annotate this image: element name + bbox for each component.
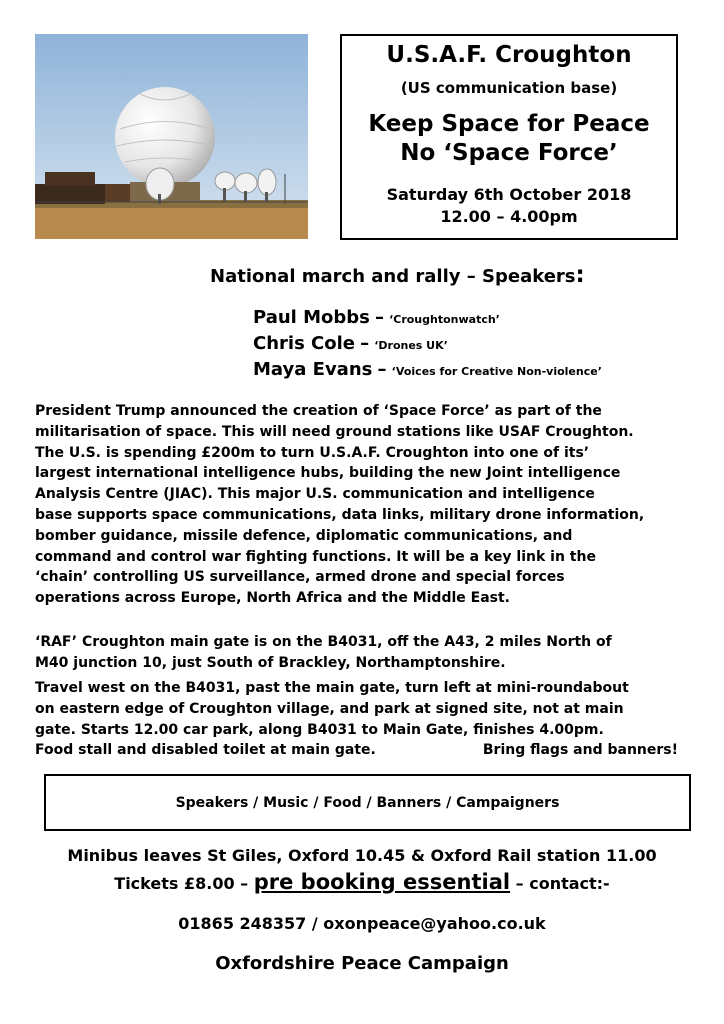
contact-line: 01865 248357 / oxonpeace@yahoo.co.uk [178, 914, 546, 933]
speaker-name: Paul Mobbs [253, 307, 370, 328]
body-line: gate. Starts 12.00 car park, along B4031 to Main Gate, finishes 4.00pm. [35, 721, 604, 738]
event-time: 12.00 – 4.00pm [440, 207, 578, 226]
body-line: Travel west on the B4031, past the main gate, turn left at mini-roundabout [35, 680, 629, 696]
radome-photo-icon [35, 34, 308, 239]
speaker-org: ‘Drones UK’ [374, 339, 448, 352]
features-text: Speakers / Music / Food / Banners / Campaigners [175, 794, 560, 811]
body-line: command and control war fighting functions. It will be a key link in the [35, 548, 596, 565]
title-box [340, 34, 678, 240]
body-line: base supports space communications, data links, military drone information, [35, 506, 645, 523]
organiser-name: Oxfordshire Peace Campaign [215, 953, 509, 974]
features-box [44, 774, 691, 831]
speaker-org: ‘Croughtonwatch’ [389, 313, 500, 326]
body-line: bomber guidance, missile defence, diplomatic communications, and [35, 527, 573, 544]
tickets-line [0, 870, 724, 894]
body-paragraph-2 [35, 632, 695, 674]
tickets-suffix: – contact:- [515, 874, 610, 893]
rally-heading [210, 262, 585, 288]
body-line: largest international intelligence hubs, building the new Joint intelligence [35, 465, 621, 482]
body-line: operations across Europe, North Africa and the Middle East. [35, 590, 510, 607]
pre-booking-emphasis: pre booking essential [253, 870, 511, 894]
body-line: The U.S. is spending £200m to turn U.S.A.F. Croughton into one of its’ [35, 444, 590, 461]
radome-photo [35, 34, 308, 239]
body-line-split [35, 740, 678, 761]
speaker-item [253, 359, 602, 380]
tickets-prefix: Tickets £8.00 – [114, 874, 249, 893]
speaker-org: ‘Voices for Creative Non-violence’ [391, 365, 602, 378]
body-line: ‘RAF’ Croughton main gate is on the B4031, off the A43, 2 miles North of [35, 634, 612, 650]
base-name: U.S.A.F. Croughton [386, 42, 632, 68]
base-subtitle: (US communication base) [400, 79, 618, 97]
event-date: Saturday 6th October 2018 [386, 185, 632, 204]
speaker-name: Chris Cole [253, 333, 356, 354]
minibus-line: Minibus leaves St Giles, Oxford 10.45 & Oxford Rail station 11.00 [67, 846, 657, 865]
body-paragraph-3 [35, 678, 695, 761]
body-line: ‘chain’ controlling US surveillance, armed drone and special forces [35, 569, 565, 586]
food-toilet-note: Food stall and disabled toilet at main gate. [35, 742, 376, 759]
body-line: President Trump announced the creation of ‘Space Force’ as part of the [35, 403, 602, 419]
body-paragraph-1 [35, 401, 695, 609]
body-line: militarisation of space. This will need ground stations like USAF Croughton. [35, 423, 634, 440]
headline-1: Keep Space for Peace [368, 111, 650, 137]
body-line: M40 junction 10, just South of Brackley, Northamptonshire. [35, 654, 506, 671]
rally-heading-colon: : [575, 262, 585, 288]
body-line: on eastern edge of Croughton village, and park at signed site, not at main [35, 700, 624, 717]
speaker-item [253, 333, 448, 354]
speaker-item [253, 307, 500, 328]
speaker-name: Maya Evans [253, 359, 373, 380]
speaker-dash: – [377, 359, 387, 380]
rally-heading-text: National march and rally – Speakers [210, 266, 576, 287]
speaker-dash: – [360, 333, 370, 354]
speaker-dash: – [374, 307, 384, 328]
headline-2: No ‘Space Force’ [400, 140, 618, 166]
flags-banners-note: Bring flags and banners! [482, 742, 678, 759]
body-line: Analysis Centre (JIAC). This major U.S. communication and intelligence [35, 486, 595, 503]
